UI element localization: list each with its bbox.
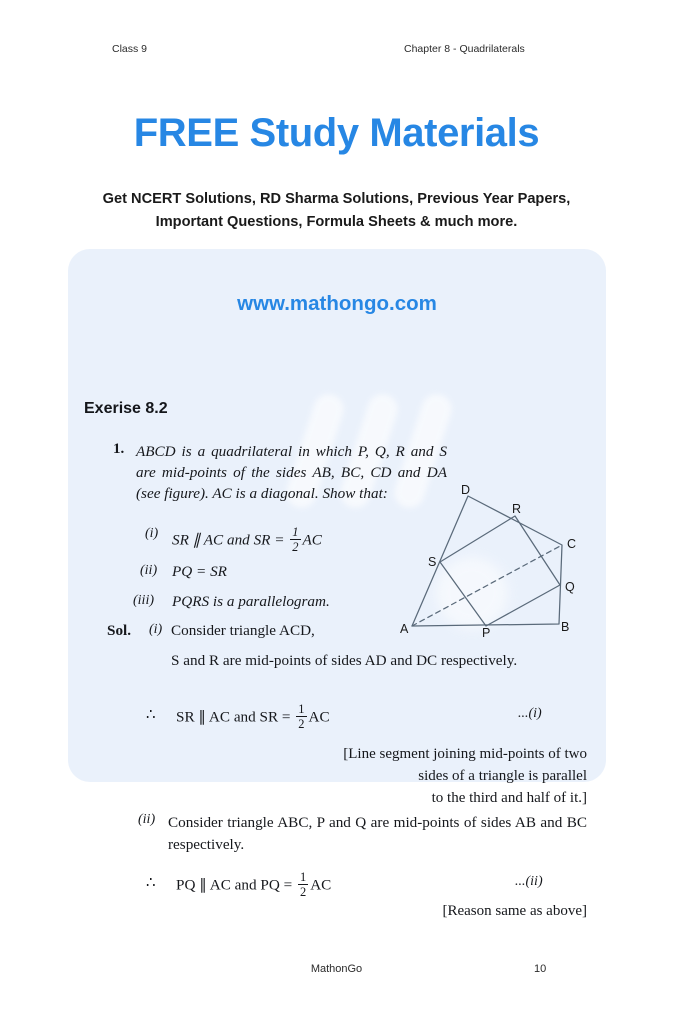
figure-label-s: S [428,555,437,569]
reason-line-3: to the third and half of it.] [431,790,587,806]
header-class-label: Class 9 [112,43,148,55]
figure-label-q: Q [565,580,575,594]
header-chapter-label: Chapter 8 - Quadrilaterals [404,43,525,55]
solution-part-i-line1: Consider triangle ACD, [171,622,315,639]
solution-equation-2 [176,871,331,899]
question-part-iii: PQRS is a parallelogram. [172,593,330,610]
promo-subtitle-line-2: Important Questions, Formula Sheets & much more. [155,214,518,230]
question-part-i-mark: (i) [145,526,159,541]
equation-ref-2: ...(ii) [515,874,543,889]
question-part-i-text: SR ∥ AC and SR = [172,531,289,549]
therefore-symbol-2: ∴ [146,874,156,891]
question-text: ABCD is a quadrilateral in which P, Q, R and S are mid-points of the sides AB, BC, CD and DA (see figure). AC is a diagonal. Show that: [136,443,447,502]
exercise-title: Exerise 8.2 [84,400,168,417]
quadrilateral-figure [395,480,595,640]
solution-part-ii-text: Consider triangle ABC, P and Q are mid-points of sides AB and BC respectively. [168,814,587,853]
page-footer [0,963,673,979]
solution-part-i-line2: S and R are mid-points of sides AD and DC respectively. [171,652,518,669]
fraction-one-half-eq1 [296,703,306,731]
footer-page-number: 10 [534,963,547,975]
figure-label-d: D [461,483,471,497]
question-part-i [172,526,322,554]
solution-equation-2-after: AC [310,876,332,894]
figure-label-p: P [482,626,491,640]
footer-brand: MathonGo [310,963,363,975]
fraction-denominator: 2 [299,885,307,900]
question-part-ii-mark: (ii) [140,563,158,578]
figure-label-a: A [400,622,409,636]
fraction-one-half-eq2 [298,871,308,899]
question-part-i-suffix: AC [302,531,322,549]
solution-equation-2-before: PQ ∥ AC and PQ = [176,876,296,894]
fraction-numerator: 1 [299,870,307,884]
promo-subtitle-line-1: Get NCERT Solutions, RD Sharma Solutions, Previous Year Papers, [102,191,571,207]
solution-reason-bracket-1 [270,743,587,809]
question-part-iii-mark: (iii) [133,593,154,608]
solution-part-ii-mark: (ii) [138,812,156,827]
solution-part-i-mark: (i) [149,622,163,637]
promo-title: FREE Study Materials [133,111,540,155]
solution-equation-1-before: SR ∥ AC and SR = [176,708,295,726]
question-part-ii: PQ = SR [172,563,227,580]
fraction-numerator: 1 [292,525,299,539]
figure-label-b: B [561,620,570,634]
question-number: 1. [113,441,125,457]
solution-equation-1-after: AC [308,708,330,726]
solution-reason-bracket-2: [Reason same as above] [442,903,587,919]
figure-label-c: C [567,537,577,551]
solution-equation-1 [176,703,330,731]
fraction-denominator: 2 [298,717,305,732]
figure-label-r: R [512,502,522,516]
equation-ref-1: ...(i) [518,706,542,721]
quadrilateral-figure-svg [395,480,595,640]
therefore-symbol-1: ∴ [146,706,156,723]
fraction-one-half [290,526,300,554]
solution-label: Sol. [107,622,132,639]
fraction-denominator: 2 [292,540,299,555]
reason-line-2: sides of a triangle is parallel [418,768,587,784]
site-url-link[interactable]: www.mathongo.com [237,292,437,315]
fraction-numerator: 1 [298,702,305,716]
reason-line-1: [Line segment joining mid-points of two [343,746,587,762]
inner-parallelogram [440,516,560,626]
